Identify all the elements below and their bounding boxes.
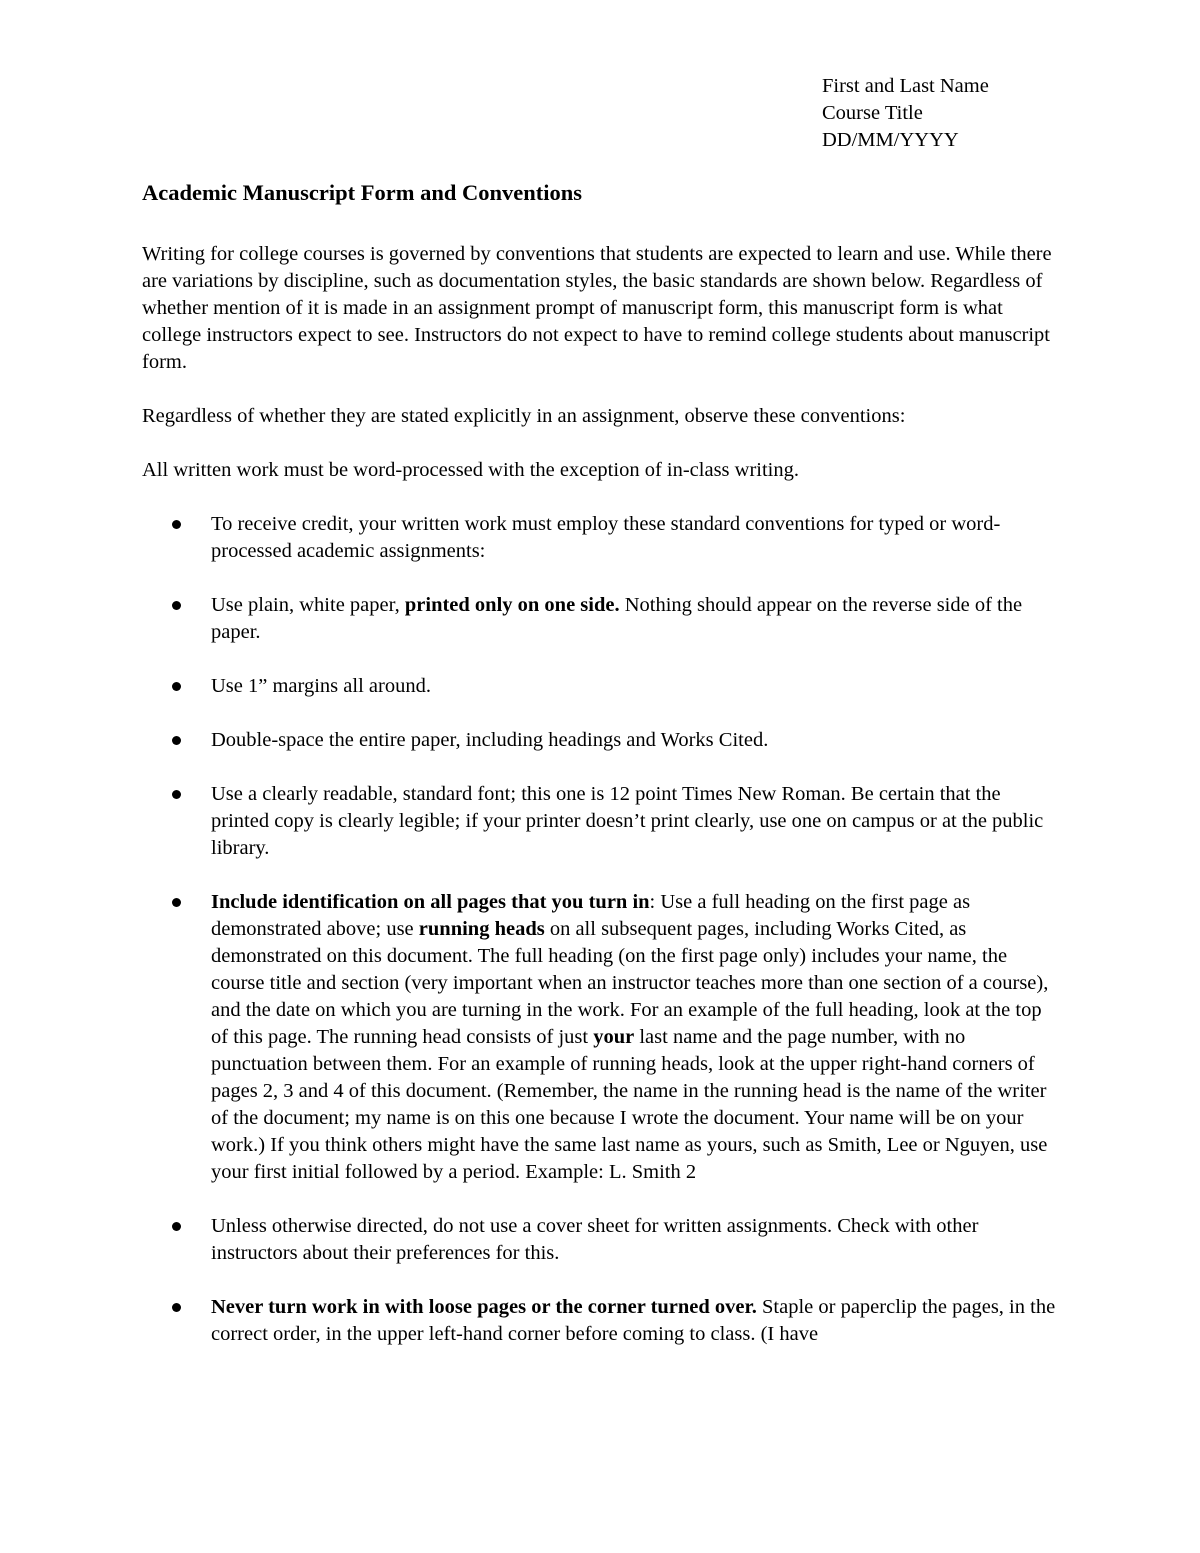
list-item-bold: Include identification on all pages that you turn in [211, 891, 650, 913]
observe-paragraph: Regardless of whether they are stated explicitly in an assignment, observe these conventions: [142, 405, 906, 427]
heading-course: Course Title [822, 102, 923, 124]
list-item-text: last name and the page number, with no punctuation between them. For an example of running heads, look at the upper right-hand corners of pages 2, 3 and 4 of this document. (Remember, the name in the running head is the name of the writer of the document; my name is on this one because I wrote the document. Your name will be on your work.) If you think others might have the same last name as yours, such as Smith, Lee or Nguyen, use your first initial followed by a period. Example: L. Smith 2 [211, 1026, 1048, 1183]
list-item-bold: printed only on one side. [404, 594, 620, 616]
list-item-bold: your [593, 1026, 635, 1048]
heading-name: First and Last Name [822, 75, 989, 97]
list-item [142, 592, 1062, 646]
intro-paragraph: Writing for college courses is governed by conventions that students are expected to learn and use. While there are variations by discipline, such as documentation styles, the basic standards are shown below. Regardless of whether mention of it is made in an assignment prompt of manuscript form, this manuscript form is what college instructors expect to see. Instructors do not expect to have to remind college students about manuscript form. [142, 243, 1052, 373]
list-item-text: Use 1” margins all around. [211, 675, 431, 697]
list-item [142, 1294, 1062, 1348]
bullet-icon [172, 898, 181, 907]
bullet-icon [172, 1303, 181, 1312]
document-title: Academic Manuscript Form and Conventions [142, 180, 582, 205]
list-item-bold: running heads [418, 918, 545, 940]
list-item-text: Use plain, white paper, [211, 594, 405, 616]
list-item-text: Staple or paperclip the pages, in the correct order, in the upper left-hand corner before coming to class. (I have [211, 1296, 1056, 1345]
list-item-text: Double-space the entire paper, including headings and Works Cited. [211, 729, 769, 751]
bullet-icon [172, 1222, 181, 1231]
bullet-icon [172, 790, 181, 799]
list-item [142, 889, 1062, 1186]
list-item [142, 727, 1062, 754]
list-item-text: Use a clearly readable, standard font; this one is 12 point Times New Roman. Be certain that the printed copy is clearly legible; if your printer doesn’t print clearly, use one on campus or at the public library. [211, 783, 1044, 859]
list-item [142, 1213, 1062, 1267]
list-item-text: Unless otherwise directed, do not use a cover sheet for written assignments. Check with other instructors about their preferences for this. [211, 1215, 979, 1264]
full-heading [822, 73, 989, 154]
list-item-text: : Use a full heading on the first page as demonstrated above; use [211, 891, 971, 940]
document-body [142, 241, 1062, 1375]
bullet-icon [172, 736, 181, 745]
heading-date: DD/MM/YYYY [822, 129, 959, 151]
list-item-text: Nothing should appear on the reverse side of the paper. [211, 594, 1023, 643]
bullet-icon [172, 520, 181, 529]
bullet-icon [172, 682, 181, 691]
list-item-bold: Never turn work in with loose pages or the corner turned over. [211, 1296, 757, 1318]
bullet-icon [172, 601, 181, 610]
list-item [142, 673, 1062, 700]
list-item [142, 511, 1062, 565]
word-processed-paragraph: All written work must be word-processed with the exception of in-class writing. [142, 459, 799, 481]
list-item-text: on all subsequent pages, including Works Cited, as demonstrated on this document. The full heading (on the first page only) includes your name, the course title and section (very important when an instructor teaches more than one section of a course), and the date on which you are turning in the work. For an example of the full heading, look at the top of this page. The running head consists of just [211, 918, 1049, 1048]
list-item [142, 781, 1062, 862]
conventions-list [142, 511, 1062, 1348]
list-item-text: To receive credit, your written work must employ these standard conventions for typed or word-processed academic assignments: [211, 513, 1001, 562]
